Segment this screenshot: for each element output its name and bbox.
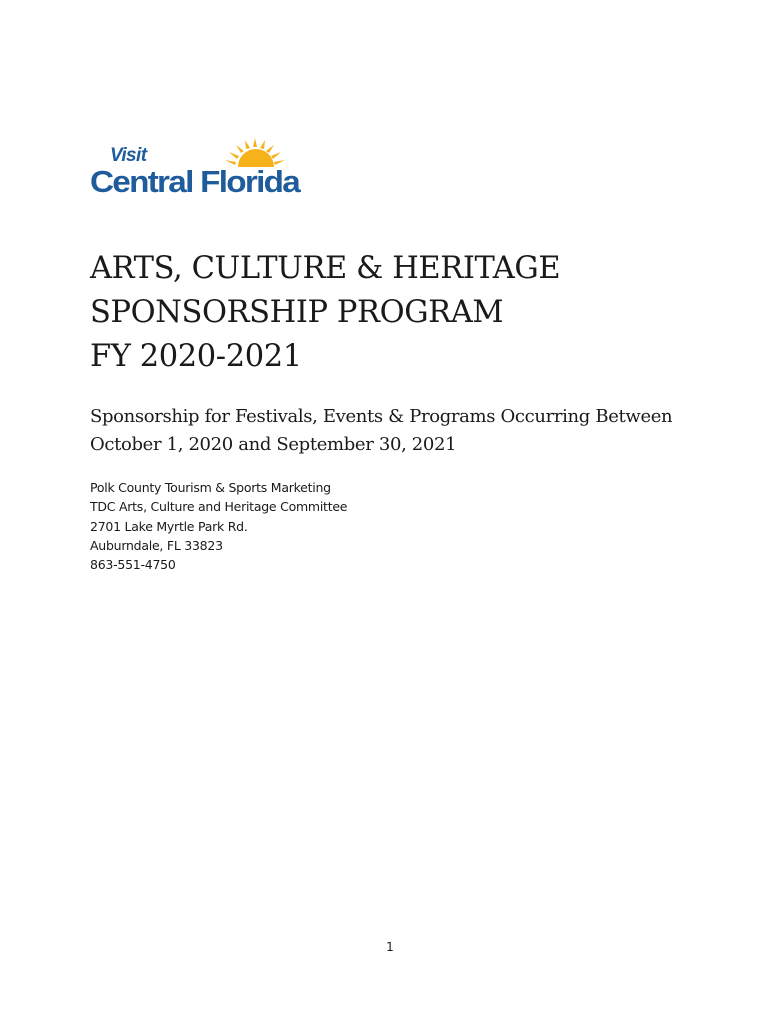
visit-central-florida-logo [90, 138, 302, 198]
contact-address-block [90, 478, 347, 574]
logo-central-florida-text: Central Florida [90, 164, 302, 198]
subtitle-line-2: October 1, 2020 and September 30, 2021 [90, 434, 457, 455]
subtitle-line-1: Sponsorship for Festivals, Events & Programs Occurring Between [90, 406, 673, 427]
sun-icon [225, 138, 285, 167]
title-line-1: ARTS, CULTURE & HERITAGE [90, 251, 561, 286]
title-line-3: FY 2020-2021 [90, 339, 302, 374]
title-line-2: SPONSORSHIP PROGRAM [90, 295, 504, 330]
city-state-zip: Auburndale, FL 33823 [90, 537, 223, 553]
page-title [90, 247, 560, 379]
street-address: 2701 Lake Myrtle Park Rd. [90, 518, 248, 534]
logo-visit-text: Visit [110, 145, 147, 166]
phone-number: 863-551-4750 [90, 557, 176, 573]
page-number: 1 [386, 940, 394, 954]
logo-graphic [90, 138, 302, 198]
subtitle [90, 403, 672, 459]
organization-name: Polk County Tourism & Sports Marketing [90, 480, 331, 495]
committee-name: TDC Arts, Culture and Heritage Committee [90, 499, 348, 515]
